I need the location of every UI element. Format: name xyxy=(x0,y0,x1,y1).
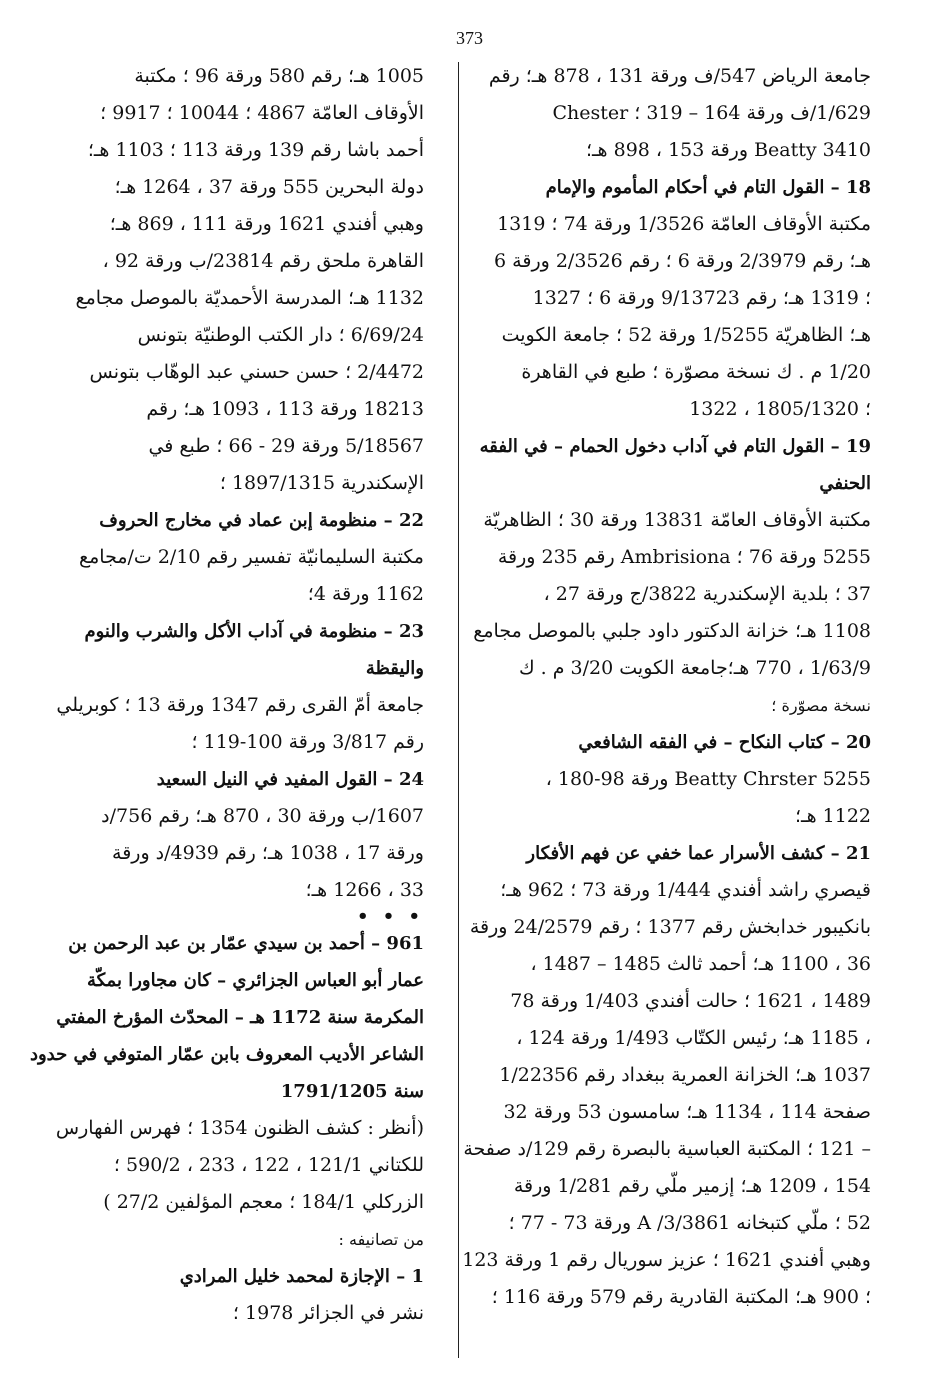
text-line: 1162 ورقة 4؛ xyxy=(307,583,424,605)
text-line: 1/629/ف ورقة 164 – 319 ؛ Chester xyxy=(552,102,871,124)
text-line: 36 ، 1100 هـ؛ أحمد ثالث 1485 – 1487 ، xyxy=(530,953,871,975)
entry-heading-line: واليقظة xyxy=(365,658,424,679)
text-line: للكتاني 121/1 ، 122 ، 233 ، 590/2 ؛ xyxy=(113,1154,424,1176)
text-line: 52 ؛ ملّي كتبخانه A /3/3861 ورقة 73 - 77 ؛ xyxy=(508,1212,871,1234)
text-line: رقم 3/817 ورقة 100-119 ؛ xyxy=(191,731,424,753)
text-line: مكتبة الأوقاف العامّة 13831 ورقة 30 ؛ الظاهريّة xyxy=(483,509,871,531)
entry-heading-line: 21 – كشف الأسرار عما خفي عن فهم الأفكار xyxy=(526,843,871,864)
text-line: 5/18567 ورقة 29 - 66 ؛ طبع في xyxy=(148,435,424,457)
text-line: وهبي أفندي 1621 ورقة 111 ، 869 هـ؛ xyxy=(109,213,424,235)
text-line: Beatty Chrster 5255 ورقة 98-180 ، xyxy=(545,768,871,790)
entry-heading-line: سنة 1791/1205 xyxy=(280,1081,424,1102)
text-line: هـ؛ رقم 2/3979 ورقة 6 ؛ رقم 2/3526 ورقة 6 xyxy=(494,250,871,272)
text-line: 1489 ، 1621 ؛ حالت أفندي 1/403 ورقة 78 xyxy=(510,990,871,1012)
text-line: بانكيبور خدابخش رقم 1377 ؛ رقم 24/2579 ورقة xyxy=(469,916,871,938)
entry-heading-line: 23 – منظومة في آداب الأكل والشرب والنوم xyxy=(84,621,424,642)
text-line: أحمد باشا رقم 139 ورقة 113 ؛ 1103 هـ؛ xyxy=(87,139,424,161)
text-line: قيصري راشد أفندي 1/444 ورقة 73 ؛ 962 هـ؛ xyxy=(500,879,871,901)
text-line: ، 1185 هـ؛ رئيس الكتّاب 1/493 ورقة 124 ، xyxy=(516,1027,871,1049)
text-line: Beatty 3410 ورقة 153 ، 898 هـ؛ xyxy=(585,139,871,161)
entry-heading-line: 1 – الإجازة لمحمد خليل المرادي xyxy=(179,1266,424,1287)
text-line: نشر في الجزائر 1978 ؛ xyxy=(232,1302,424,1324)
text-line: ورقة 17 ، 1038 هـ؛ رقم 4939/د ورقة xyxy=(112,842,424,864)
text-line: دولة البحرين 555 ورقة 37 ، 1264 هـ؛ xyxy=(114,176,424,198)
text-line: (أنظر : كشف الظنون 1354 ؛ فهرس الفهارس xyxy=(55,1117,424,1139)
text-line: جامعة أمّ القرى رقم 1347 ورقة 13 ؛ كوبريلي xyxy=(56,694,424,716)
text-line: 2/4472 ؛ حسن حسني عبد الوهّاب بتونس xyxy=(89,361,424,383)
text-line: 154 ، 1209 هـ؛ إزمير ملّي رقم 1/281 ورقة xyxy=(513,1175,871,1197)
text-line: 1/20 م . ك نسخة مصوّرة ؛ طبع في القاهرة xyxy=(521,361,871,383)
text-line: القاهرة ملحق رقم 23814/ب ورقة 92 ، xyxy=(102,250,424,272)
text-line: 1037 هـ؛ الخزانة العمرية ببغداد رقم 1/22356 xyxy=(499,1064,871,1086)
text-line: 1/63/9 ، 770 هـ؛جامعة الكويت 3/20 م . ك xyxy=(518,657,871,679)
entry-heading-line: 19 – القول التام في آداب دخول الحمام – في الفقه xyxy=(479,436,871,457)
text-line: مكتبة الأوقاف العامّة 1/3526 ورقة 74 ؛ 1319 xyxy=(497,213,871,235)
entry-heading-line: المكرمة سنة 1172 هـ – المحدّث المؤرخ المفتي xyxy=(56,1007,424,1028)
text-line: مكتبة السليمانيّة تفسير رقم 2/10 ت/مجامع xyxy=(78,546,424,568)
text-line: 1122 هـ؛ xyxy=(794,805,871,827)
text-line: 37 ؛ بلدية الإسكندرية 3822/ج ورقة 27 ، xyxy=(543,583,871,605)
section-separator: • • • xyxy=(356,906,424,927)
entry-heading-line: الشاعر الأديب المعروف بابن عمّار المتوفي في حدود xyxy=(29,1044,424,1065)
text-line: 18213 ورقة 113 ، 1093 هـ؛ رقم xyxy=(146,398,424,420)
text-line: ؛ 1319 هـ؛ رقم 9/13723 ورقة 6 ؛ 1327 xyxy=(532,287,871,309)
entry-heading-line: 24 – القول المفيد في النيل السعيد xyxy=(156,769,424,790)
text-line: الإسكندرية 1897/1315 ؛ xyxy=(219,472,424,494)
text-line: صفحة 114 ، 1134 هـ؛ سامسون 53 ورقة 32 xyxy=(503,1101,871,1123)
entry-heading-line: 22 – منظومة إبن عماد في مخارج الحروف xyxy=(99,510,424,531)
text-line: ؛ 1805/1320 ، 1322 xyxy=(689,398,871,420)
entry-heading-line: 20 – كتاب النكاح – في الفقه الشافعي xyxy=(578,732,871,753)
entry-heading-line: عمار أبو العباس الجزائري – كان مجاورا بمكّة xyxy=(86,970,424,991)
text-line: 6/69/24 ؛ دار الكتب الوطنيّة بتونس xyxy=(137,324,424,346)
text-line: الزركلي 184/1 ؛ معجم المؤلفين 27/2 ) xyxy=(103,1191,424,1213)
page-number: 373 xyxy=(456,28,483,48)
text-line: من تصانيفه : xyxy=(338,1230,424,1249)
right-column xyxy=(462,58,871,1316)
column-divider xyxy=(458,62,459,1358)
text-line: 1607/ب ورقة 30 ، 870 هـ؛ رقم 756/د xyxy=(101,805,424,827)
text-line: 5255 ورقة 76 ؛ Ambrisiona رقم 235 ورقة xyxy=(497,546,871,568)
text-line: نسخة مصوّرة ؛ xyxy=(771,696,871,715)
text-line: هـ؛ الظاهريّة 1/5255 ورقة 52 ؛ جامعة الكويت xyxy=(501,324,871,346)
text-line: وهبي أفندي 1621 ؛ عزيز سوريال رقم 1 ورقة 123 xyxy=(462,1249,871,1271)
entry-heading-line: 18 – القول التام في أحكام المأموم والإمام xyxy=(545,177,871,198)
text-line: 1108 هـ؛ خزانة الدكتور داود جلبي بالموصل مجامع xyxy=(473,620,871,642)
text-line: الأوقاف العامّة 4867 ؛ 10044 ؛ 9917 ؛ xyxy=(100,102,424,124)
text-line: جامعة الرياض 547/ف ورقة 131 ، 878 هـ؛ رقم xyxy=(488,65,871,87)
entry-heading-line: 961 – أحمد بن سيدي عمّار بن عبد الرحمن بن xyxy=(68,933,424,954)
entry-heading-line: الحنفي xyxy=(819,473,871,494)
text-line: ؛ 900 هـ؛ المكتبة القادرية رقم 579 ورقة 116 ؛ xyxy=(491,1286,871,1308)
left-column xyxy=(29,58,424,1332)
text-line: 1005 هـ؛ رقم 580 ورقة 96 ؛ مكتبة xyxy=(134,65,424,87)
text-line: 33 ، 1266 هـ؛ xyxy=(305,879,424,901)
text-line: – 121 ؛ المكتبة العباسية بالبصرة رقم 129/د صفحة xyxy=(463,1138,871,1160)
text-line: 1132 هـ؛ المدرسة الأحمديّة بالموصل مجامع xyxy=(75,287,424,309)
